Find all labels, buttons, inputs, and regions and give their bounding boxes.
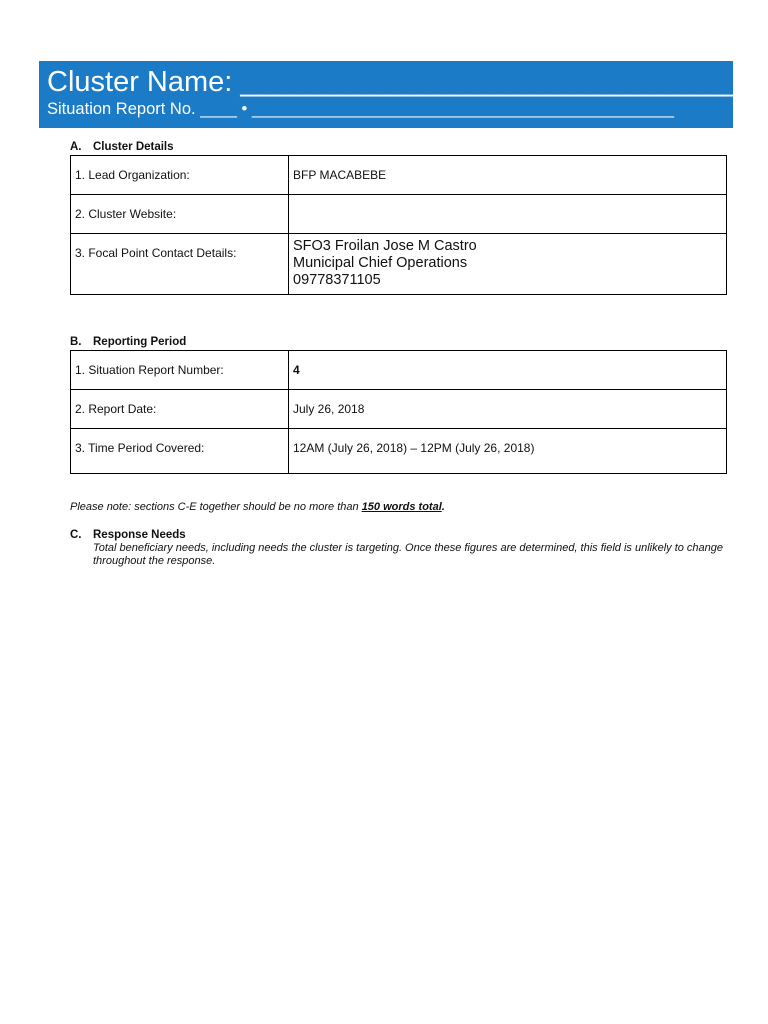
sitrep-label: Situation Report No.	[47, 100, 196, 118]
table-row	[71, 429, 727, 474]
section-a-heading	[70, 141, 174, 153]
sitrep-number-value: 4	[289, 351, 727, 390]
row-label: 2. Report Date:	[71, 390, 289, 429]
section-c-description: Total beneficiary needs, including needs the cluster is targeting. Once these figures are determined, this field is unlikely to change throughout the response.	[93, 542, 724, 567]
section-c-letter: C.	[70, 529, 82, 541]
note-text: Please note: sections C-E together should be no more than	[70, 501, 359, 513]
section-b-heading	[70, 336, 186, 348]
row-label: 3. Focal Point Contact Details:	[71, 234, 289, 295]
row-label: 1. Lead Organization:	[71, 156, 289, 195]
note-emphasis: 150 words total	[361, 501, 442, 513]
table-row	[71, 234, 727, 295]
table-row	[71, 390, 727, 429]
sitrep-number-blank: ____	[200, 100, 237, 118]
reporting-period-table	[70, 350, 727, 474]
contact-phone: 09778371105	[293, 272, 381, 288]
section-c-heading	[70, 529, 186, 541]
lead-organization-value: BFP MACABEBE	[289, 156, 727, 195]
row-label: 1. Situation Report Number:	[71, 351, 289, 390]
table-row	[71, 195, 727, 234]
section-b-letter: B.	[70, 336, 82, 348]
section-a-letter: A.	[70, 141, 82, 153]
sitrep-title-blank: ______________________________________________	[251, 100, 674, 118]
row-label: 3. Time Period Covered:	[71, 429, 289, 474]
cluster-details-table	[70, 155, 727, 295]
time-period-value: 12AM (July 26, 2018) – 12PM (July 26, 2018)	[289, 429, 727, 474]
row-label: 2. Cluster Website:	[71, 195, 289, 234]
header-banner	[39, 61, 757, 128]
note-tail: .	[441, 501, 445, 513]
cluster-name-blank: ________________________________	[240, 66, 757, 98]
section-b-title: Reporting Period	[93, 336, 187, 348]
section-c-title: Response Needs	[93, 529, 186, 541]
focal-point-value	[289, 234, 727, 295]
contact-title: Municipal Chief Operations	[293, 255, 468, 271]
cluster-name-line	[47, 66, 757, 99]
report-date-value: July 26, 2018	[289, 390, 727, 429]
cluster-name-label: Cluster Name:	[47, 66, 233, 98]
section-a-title: Cluster Details	[93, 141, 174, 153]
contact-name: SFO3 Froilan Jose M Castro	[293, 238, 477, 254]
word-limit-note	[70, 501, 445, 513]
sitrep-line	[47, 99, 733, 119]
table-row	[71, 156, 727, 195]
bullet: •	[241, 100, 248, 118]
cluster-website-value	[289, 195, 727, 234]
table-row	[71, 351, 727, 390]
